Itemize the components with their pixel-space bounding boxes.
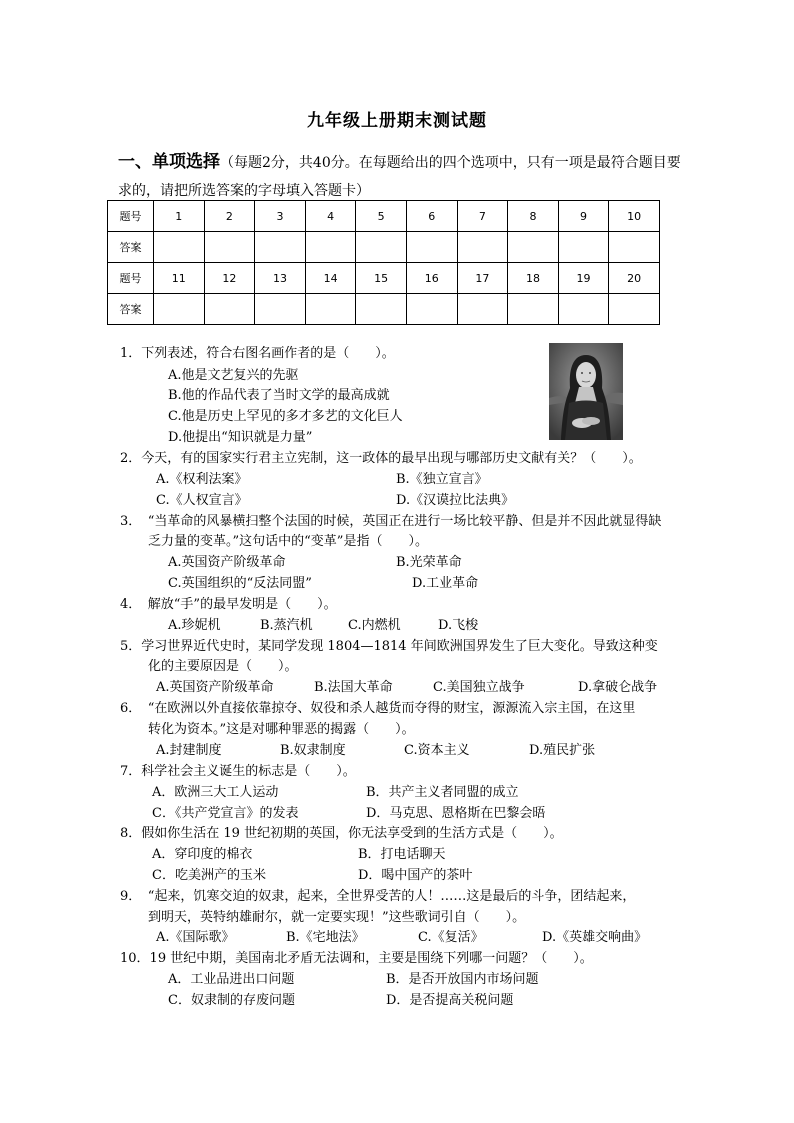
- question-1-option-b[interactable]: B.他的作品代表了当时文学的最高成就: [168, 388, 390, 403]
- answer-cell[interactable]: [305, 232, 356, 263]
- question-7-option-d[interactable]: D．马克思、恩格斯在巴黎会晤: [366, 806, 546, 821]
- question-number: 19: [558, 263, 609, 294]
- mona-lisa-image: [549, 343, 623, 440]
- answer-cell[interactable]: [255, 232, 306, 263]
- question-5-option-c[interactable]: C.美国独立战争: [433, 680, 525, 695]
- question-number: 5: [356, 201, 407, 232]
- table-row: [108, 294, 660, 325]
- question-2-option-c[interactable]: C.《人权宣言》: [156, 493, 248, 508]
- table-row: [108, 232, 660, 263]
- question-1-option-c[interactable]: C.他是历史上罕见的多才多艺的文化巨人: [168, 409, 403, 424]
- answer-cell[interactable]: [508, 232, 559, 263]
- number-label: 题号: [108, 201, 154, 232]
- question-5-option-b[interactable]: B.法国大革命: [314, 680, 393, 695]
- question-6-stem-cont: 转化为资本。”这是对哪种罪恶的揭露（ ）。: [148, 722, 415, 737]
- section-header: [118, 148, 688, 205]
- question-6-option-a[interactable]: A.封建制度: [156, 743, 222, 758]
- question-9-stem-cont: 到明天，英特纳雄耐尔，就一定要实现！”这些歌词引自（ ）。: [148, 910, 526, 925]
- section-heading: 一、单项选择: [118, 152, 220, 172]
- answer-cell[interactable]: [457, 294, 508, 325]
- question-3-option-b[interactable]: B.光荣革命: [396, 555, 462, 570]
- question-7-option-a[interactable]: A．欧洲三大工人运动: [152, 785, 279, 800]
- question-number: 9: [558, 201, 609, 232]
- question-7-option-b[interactable]: B．共产主义者同盟的成立: [366, 785, 519, 800]
- question-3-option-c[interactable]: C.英国组织的“反法同盟”: [168, 576, 312, 591]
- question-1-option-a[interactable]: A.他是文艺复兴的先驱: [168, 368, 299, 383]
- question-10-option-b[interactable]: B．是否开放国内市场问题: [386, 972, 539, 987]
- answer-cell[interactable]: [356, 294, 407, 325]
- question-3-option-d[interactable]: D.工业革命: [412, 576, 479, 591]
- answer-cell[interactable]: [204, 232, 255, 263]
- table-row: [108, 263, 660, 294]
- answer-cell[interactable]: [609, 294, 660, 325]
- question-10-option-a[interactable]: A．工业品进出口问题: [168, 972, 295, 987]
- question-number: 3: [255, 201, 306, 232]
- answer-cell[interactable]: [255, 294, 306, 325]
- question-number: 18: [508, 263, 559, 294]
- answer-cell[interactable]: [356, 232, 407, 263]
- question-4-option-a[interactable]: A.珍妮机: [168, 618, 221, 633]
- question-number: 10: [609, 201, 660, 232]
- question-6-option-d[interactable]: D.殖民扩张: [529, 743, 596, 758]
- question-9-option-d[interactable]: D.《英雄交响曲》: [542, 930, 648, 945]
- question-number: 11: [154, 263, 205, 294]
- question-number: 20: [609, 263, 660, 294]
- answer-label: 答案: [108, 232, 154, 263]
- question-10-stem: 10．19 世纪中期，美国南北矛盾无法调和，主要是围绕下列哪一问题？（ ）。: [120, 951, 593, 966]
- question-number: 8: [508, 201, 559, 232]
- question-6-option-b[interactable]: B.奴隶制度: [280, 743, 346, 758]
- question-number: 7: [457, 201, 508, 232]
- question-number: 17: [457, 263, 508, 294]
- answer-cell[interactable]: [204, 294, 255, 325]
- question-number: 14: [305, 263, 356, 294]
- answer-cell[interactable]: [305, 294, 356, 325]
- question-6-stem: 6． “在欧洲以外直接依靠掠夺、奴役和杀人越货而夺得的财宝，源源流入宗主国，在这里: [120, 701, 636, 716]
- question-5-stem-cont: 化的主要原因是（ ）。: [148, 659, 298, 674]
- answer-cell[interactable]: [406, 294, 457, 325]
- answer-cell[interactable]: [154, 294, 205, 325]
- question-4-option-d[interactable]: D.飞梭: [438, 618, 479, 633]
- answer-cell[interactable]: [609, 232, 660, 263]
- question-3-stem: 3． “当革命的风暴横扫整个法国的时候，英国正在进行一场比较平静、但是并不因此就显得缺: [120, 514, 662, 529]
- question-8-option-a[interactable]: A．穿印度的棉衣: [152, 847, 253, 862]
- question-number: 4: [305, 201, 356, 232]
- answer-cell[interactable]: [558, 232, 609, 263]
- question-6-option-c[interactable]: C.资本主义: [404, 743, 470, 758]
- question-number: 6: [406, 201, 457, 232]
- answer-table: [107, 200, 660, 325]
- question-8-stem: 8．假如你生活在 19 世纪初期的英国，你无法享受到的生活方式是（ ）。: [120, 826, 563, 841]
- question-4-option-c[interactable]: C.内燃机: [348, 618, 401, 633]
- question-2-stem: 2．今天，有的国家实行君主立宪制，这一政体的最早出现与哪部历史文献有关？（ ）。: [120, 451, 642, 466]
- answer-cell[interactable]: [154, 232, 205, 263]
- question-number: 2: [204, 201, 255, 232]
- question-10-option-d[interactable]: D．是否提高关税问题: [386, 993, 514, 1008]
- question-10-option-c[interactable]: C．奴隶制的存废问题: [168, 993, 295, 1008]
- question-8-option-b[interactable]: B．打电话聊天: [358, 847, 446, 862]
- question-5-stem: 5．学习世界近代史时，某同学发现 1804—1814 年间欧洲国界发生了巨大变化。导致这种变: [120, 639, 658, 654]
- table-row: [108, 201, 660, 232]
- question-9-stem: 9． “起来，饥寒交迫的奴隶，起来，全世界受苦的人！……这是最后的斗争，团结起来，: [120, 889, 636, 904]
- question-2-option-a[interactable]: A.《权利法案》: [156, 472, 248, 487]
- section-instruction: （每题2分，共40分。在每题给出的四个选项中，只有一项是最符合题目要求的，请把所选答案的字母填入答题卡）: [118, 155, 681, 199]
- question-5-option-d[interactable]: D.拿破仑战争: [578, 680, 658, 695]
- question-8-option-d[interactable]: D．喝中国产的茶叶: [358, 868, 473, 883]
- question-5-option-a[interactable]: A.英国资产阶级革命: [156, 680, 274, 695]
- page-title: 九年级上册期末测试题: [307, 111, 487, 131]
- question-number: 15: [356, 263, 407, 294]
- question-3-option-a[interactable]: A.英国资产阶级革命: [168, 555, 286, 570]
- question-8-option-c[interactable]: C．吃美洲产的玉米: [152, 868, 266, 883]
- question-9-option-a[interactable]: A.《国际歌》: [156, 930, 235, 945]
- number-label: 题号: [108, 263, 154, 294]
- question-4-option-b[interactable]: B.蒸汽机: [260, 618, 313, 633]
- question-number: 16: [406, 263, 457, 294]
- question-7-stem: 7．科学社会主义诞生的标志是（ ）。: [120, 764, 356, 779]
- answer-cell[interactable]: [457, 232, 508, 263]
- answer-label: 答案: [108, 294, 154, 325]
- question-7-option-c[interactable]: C．《共产党宣言》的发表: [152, 806, 299, 821]
- question-2-option-d[interactable]: D.《汉谟拉比法典》: [396, 493, 515, 508]
- question-1-stem: 1．下列表述，符合右图名画作者的是（ ）。: [120, 346, 395, 361]
- question-2-option-b[interactable]: B.《独立宣言》: [396, 472, 488, 487]
- question-9-option-c[interactable]: C.《复活》: [418, 930, 484, 945]
- question-4-stem: 4． 解放“手”的最早发明是（ ）。: [120, 597, 337, 612]
- question-9-option-b[interactable]: B.《宅地法》: [286, 930, 365, 945]
- answer-cell[interactable]: [508, 294, 559, 325]
- answer-cell[interactable]: [406, 232, 457, 263]
- answer-cell[interactable]: [558, 294, 609, 325]
- question-number: 13: [255, 263, 306, 294]
- question-number: 12: [204, 263, 255, 294]
- question-number: 1: [154, 201, 205, 232]
- question-1-option-d[interactable]: D.他提出“知识就是力量”: [168, 430, 313, 445]
- question-3-stem-cont: 乏力量的变革。”这句话中的“变革”是指（ ）。: [148, 534, 428, 549]
